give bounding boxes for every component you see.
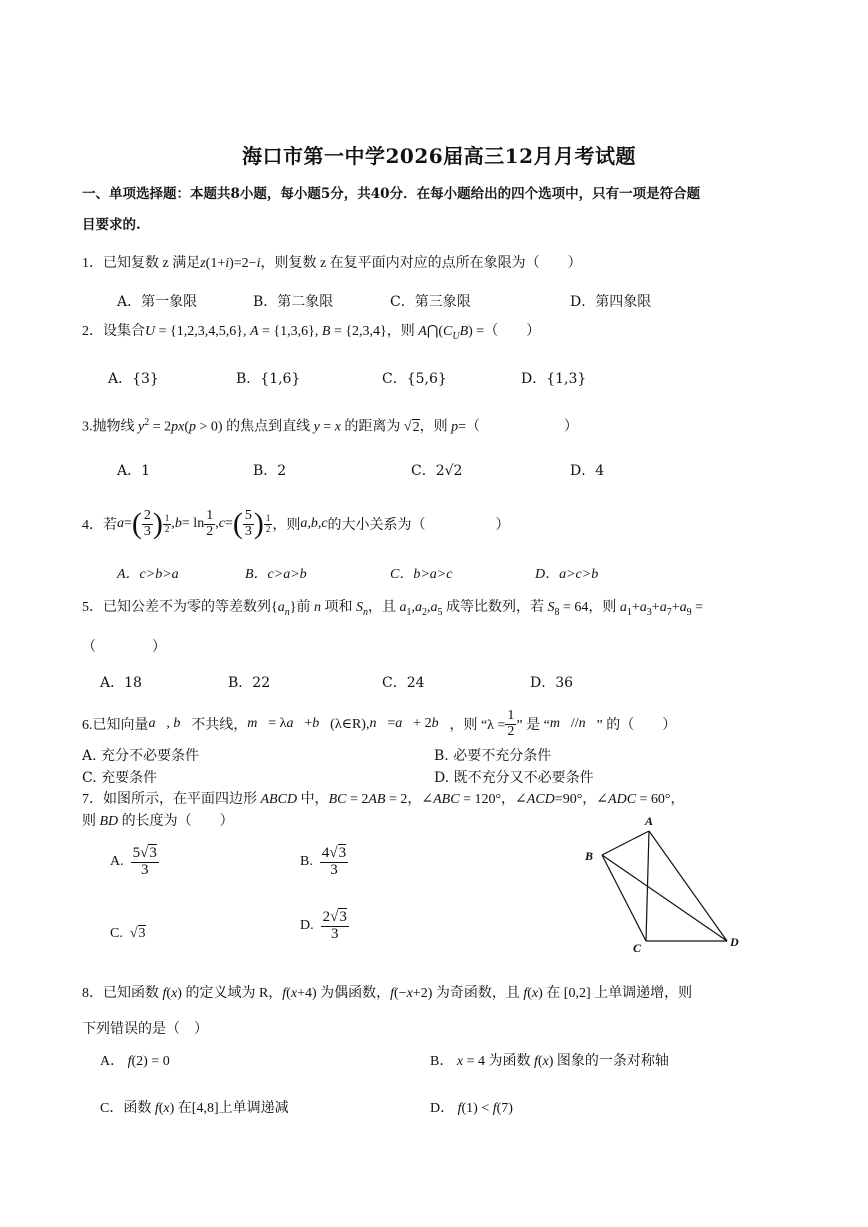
edge-ab — [602, 831, 649, 855]
question-8-option-d: D． f(1) < f(7) — [430, 1101, 513, 1116]
page-title: 海口市第一中学2026届高三12月月考试题 — [242, 144, 636, 168]
question-8-stem-cont: 下列错误的是（ ） — [82, 1021, 208, 1037]
question-5-stem-cont: （ ） — [82, 639, 166, 655]
question-4-stem: 4．若 a = ( $\frac{2}{3}$ ) $\frac{1}{2}$ , b = ln $\frac{1}{2}$ , c = ( $\frac{5}{3}$ ) $\frac{1}{2}$ ，则 a,b,c 的大小关系为（ ） — [82, 507, 510, 540]
question-1-option-b: B．第二象限 — [253, 294, 334, 310]
question-4-option-b: B．c>a>b — [245, 567, 307, 582]
question-8-option-c: C．函数 f(x) 在[4,8]上单调递减 — [100, 1101, 289, 1116]
question-2-stem: 2．设集合U = {1,2,3,4,5,6}, A = {1,3,6}, B = {2,3,4}，则 $A⋂(C_UB)$ =（ ） — [82, 324, 541, 342]
question-7-stem-cont: 则 BD 的长度为（ ） — [82, 814, 234, 829]
question-2-option-b: B．{1,6} — [236, 371, 301, 387]
edge-ad — [649, 831, 727, 941]
question-3-option-b: B．2 — [253, 463, 287, 479]
question-2-option-d: D．{1,3} — [521, 371, 587, 387]
question-7-option-b: B. $\frac{4√3}{3}$ — [300, 845, 347, 878]
question-4-option-a: A．c>b>a — [117, 567, 179, 582]
question-8-stem: 8．已知函数 f(x) 的定义域为 R，f(x+4) 为偶函数，f(−x+2) 为奇函数，且 f(x) 在 [0,2] 上单调递增，则 — [82, 986, 693, 1001]
question-6-option-a: A. 充分不必要条件 — [82, 748, 200, 764]
question-5-option-a: A．18 — [100, 675, 142, 691]
question-6-stem: 6.已知向量 a⃗, b⃗ 不共线， m⃗ = λ a⃗ + b⃗ (λ∈R), n⃗ = a⃗ + 2 b⃗ ，则 “λ = $\frac{1}{2}$ ” 是 “ m⃗ // n⃗ ” 的（ ） — [82, 707, 677, 739]
question-7-option-d: D. $\frac{2√3}{3}$ — [300, 909, 347, 942]
vertex-label-d: D — [730, 935, 739, 949]
question-1-option-d: D．第四象限 — [570, 294, 652, 310]
question-5-option-d: D．36 — [530, 675, 574, 691]
question-7-stem: 7．如图所示，在平面四边形 ABCD 中，BC = 2AB = 2，∠ABC = 120°，∠ACD=90°，∠ADC = 60°， — [82, 792, 685, 807]
question-5-option-c: C．24 — [382, 675, 425, 691]
diagonal-bd — [602, 855, 727, 941]
vertex-label-c: C — [633, 941, 642, 955]
question-1-option-a: A．第一象限 — [117, 294, 198, 310]
vertex-label-b: B — [585, 849, 594, 863]
vertex-label-a: A — [645, 814, 654, 828]
question-1-option-c: C．第三象限 — [390, 294, 471, 310]
question-6-option-b: B. 必要不充分条件 — [434, 748, 552, 764]
question-3-option-a: A．1 — [117, 463, 151, 479]
question-2-option-c: C．{5,6} — [382, 371, 447, 387]
question-4-option-c: C．b>a>c — [390, 567, 453, 582]
question-5-stem: 5．已知公差不为零的等差数列$\{a_n\}$前 n 项和 $S_n$，且 $a_1,a_2,a_5$ 成等比数列，若 $S_8 = 64$，则 $a_1+a_3+a_7+a_9$ = — [82, 600, 703, 618]
question-5-option-b: B．22 — [228, 675, 271, 691]
question-7-option-c: C. √3 — [110, 926, 146, 941]
question-3-stem: 3.抛物线 $y^2 = 2px(p > 0)$ 的焦点到直线 y = x 的距离为 √2，则 p=（ ） — [82, 417, 579, 435]
question-7-option-a: A. $\frac{5√3}{3}$ — [110, 845, 157, 878]
section-heading-line2: 目要求的. — [82, 217, 141, 233]
question-4-option-d: D．a>c>b — [535, 567, 599, 582]
section-heading-line1: 一、单项选择题：本题共8小题，每小题5分，共40分．在每小题给出的四个选项中，只有一项是符合题 — [82, 186, 701, 202]
question-8-option-a: A． f(2) = 0 — [100, 1054, 170, 1069]
question-6-option-c: C. 充要条件 — [82, 770, 158, 786]
question-2-option-a: A．{3} — [108, 371, 159, 387]
question-3-option-d: D．4 — [570, 463, 605, 479]
edge-bc — [602, 855, 646, 941]
question-3-option-c: C．2√2 — [411, 463, 463, 479]
question-6-option-d: D. 既不充分又不必要条件 — [434, 770, 594, 786]
question-1-stem: 1．已知复数 z 满足z(1+i)=2−i，则复数 z 在复平面内对应的点所在象限为（ ） — [82, 256, 582, 271]
question-8-option-b: B． x = 4 为函数 f(x) 图象的一条对称轴 — [430, 1054, 669, 1069]
quadrilateral-figure — [575, 810, 750, 955]
